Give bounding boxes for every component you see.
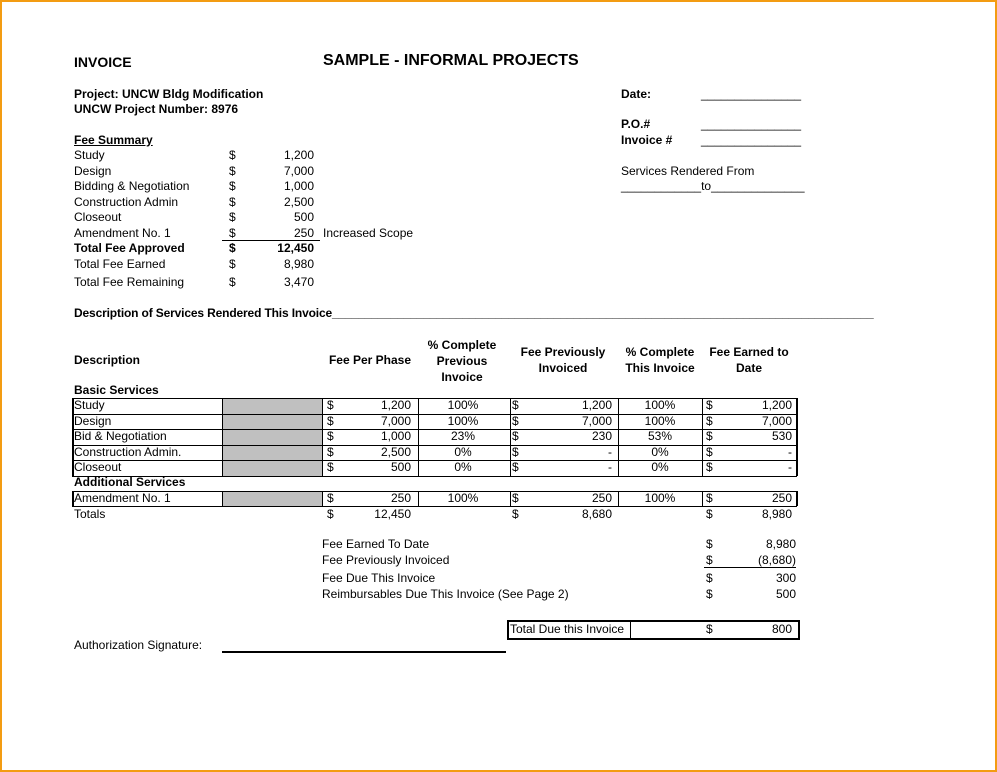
project-number-line: UNCW Project Number: 8976 [74,102,239,116]
fee-earned-value: - [788,460,792,474]
fee-summary-currency: $ [229,179,236,193]
summary-currency: $ [706,571,713,585]
summary-currency: $ [706,537,713,551]
col-line [222,491,223,507]
total-due-amount: 800 [771,622,792,636]
totals-fee: 12,450 [374,507,411,521]
prev-currency: $ [512,398,519,412]
table-row-name: Design [74,413,112,428]
pct-prev-value: 23% [450,429,476,443]
date-label: Date: [621,87,652,101]
fee-summary-currency: $ [229,195,236,209]
fee-summary-label: Amendment No. 1 [74,226,171,240]
totals-fee-currency: $ [327,507,334,521]
table-row-name: Construction Admin. [74,444,182,459]
fee-currency: $ [327,444,334,459]
invoice-label: INVOICE [74,54,132,70]
fee-prev-value: 230 [591,429,612,443]
totals-earned: 8,980 [761,507,792,521]
summary-underline [704,567,796,568]
basic-services-heading: Basic Services [74,383,159,397]
prev-currency: $ [512,429,519,443]
summary-amount: 300 [775,571,796,585]
total-fee-remaining-currency: $ [229,275,236,289]
earned-currency: $ [706,413,713,428]
header-fee-earned-to-date: Fee Earned to Date [709,345,789,375]
fee-summary-currency: $ [229,226,236,240]
fee-summary-label: Closeout [74,210,122,224]
summary-currency: $ [706,553,713,567]
fee-currency: $ [327,398,334,412]
col-line [322,491,323,507]
fee-earned-value: 250 [771,490,792,505]
totals-prev: 8,680 [581,507,612,521]
pct-prev-value: 0% [454,460,472,474]
authorization-label: Authorization Signature: [74,638,203,652]
table-row-name: Study [74,398,105,412]
fee-earned-value: 1,200 [761,398,792,412]
total-fee-earned-amount: 8,980 [283,257,314,271]
pct-this-value: 53% [647,429,673,443]
summary-label: Fee Earned To Date [322,537,430,551]
pct-this-value: 0% [651,444,669,459]
total-fee-approved-label: Total Fee Approved [74,241,185,255]
fee-summary-heading: Fee Summary [74,133,153,147]
total-due-currency: $ [706,622,713,636]
fee-summary-currency: $ [229,164,236,178]
total-fee-approved-amount: 12,450 [277,241,314,255]
fee-prev-value: 250 [591,490,612,505]
prev-currency: $ [512,460,519,474]
prev-currency: $ [512,413,519,428]
fee-summary-label: Construction Admin [74,195,179,209]
fee-per-phase-value: 1,000 [380,429,411,443]
summary-currency: $ [706,587,713,601]
additional-services-heading: Additional Services [74,475,186,489]
pct-this-value: 0% [651,460,669,474]
project-line: Project: UNCW Bldg Modification [74,87,264,101]
table-row-name: Amendment No. 1 [74,490,171,505]
fee-currency: $ [327,460,334,474]
description-of-services-line[interactable]: Description of Services Rendered This Invoice___________________________________________________________________________________ [74,306,874,320]
earned-currency: $ [706,444,713,459]
fee-earned-value: 7,000 [761,413,792,428]
fee-prev-value: 7,000 [581,413,612,428]
pct-prev-value: 100% [447,413,479,428]
fee-summary-label: Study [74,148,105,162]
prev-currency: $ [512,490,519,505]
total-fee-earned-label: Total Fee Earned [74,257,166,271]
pct-prev-value: 0% [454,444,472,459]
pct-prev-value: 100% [447,490,479,505]
fee-per-phase-value: 7,000 [380,413,411,428]
earned-currency: $ [706,398,713,412]
col-line [510,491,511,507]
totals-prev-currency: $ [512,507,519,521]
fee-prev-value: 1,200 [581,398,612,412]
header-pct-complete-this: % Complete This Invoice [625,345,695,375]
summary-amount: (8,680) [757,553,796,567]
col-line [322,398,323,476]
header-description: Description [74,353,141,367]
services-range[interactable]: ____________to______________ [621,179,805,193]
col-line [222,398,223,476]
col-line [702,491,703,507]
earned-currency: $ [706,429,713,443]
shaded-cell [223,461,322,476]
fee-summary-amount: 2,500 [283,195,314,209]
po-label: P.O.# [621,117,651,131]
col-line [796,398,798,476]
fee-summary-amount: 1,000 [283,179,314,193]
page-title: SAMPLE - INFORMAL PROJECTS [323,52,579,69]
fee-summary-currency: $ [229,210,236,224]
po-blank[interactable]: _______________ [701,117,802,131]
earned-currency: $ [706,490,713,505]
summary-label: Fee Previously Invoiced [322,553,450,567]
pct-this-value: 100% [644,413,676,428]
totals-label: Totals [74,507,106,521]
summary-amount: 500 [775,587,796,601]
shaded-cell [223,430,322,445]
shaded-cell [223,446,322,461]
col-line [510,398,511,476]
total-fee-remaining-amount: 3,470 [283,275,314,289]
header-pct-complete-previous: % Complete Previous Invoice [427,338,497,384]
services-from-label: Services Rendered From [621,164,755,178]
fee-summary-amount: 250 [293,226,314,240]
date-blank[interactable]: _______________ [701,87,802,101]
total-fee-approved-currency: $ [229,241,236,255]
col-line [702,398,703,476]
col-line [796,491,798,507]
fee-summary-label: Design [74,164,112,178]
fee-currency: $ [327,429,334,443]
fee-summary-amount: 500 [293,210,314,224]
invoice-number-blank[interactable]: _______________ [701,133,802,147]
prev-currency: $ [512,444,519,459]
fee-summary-label: Bidding & Negotiation [74,179,190,193]
invoice-number-label: Invoice # [621,133,673,147]
fee-earned-value: - [788,444,792,459]
pct-this-value: 100% [644,490,676,505]
fee-prev-value: - [608,444,612,459]
fee-per-phase-value: 500 [390,460,411,474]
header-fee-previously-invoiced: Fee Previously Invoiced [520,345,606,375]
table-row-name: Closeout [74,460,122,474]
table-row-name: Bid & Negotiation [74,429,167,443]
fee-currency: $ [327,490,334,505]
fee-per-phase-value: 1,200 [380,398,411,412]
totals-earned-currency: $ [706,507,713,521]
row-line [72,476,797,477]
pct-this-value: 100% [644,398,676,412]
fee-currency: $ [327,413,334,428]
shaded-cell [223,492,322,507]
shaded-cell [223,415,322,430]
fee-prev-value: - [608,460,612,474]
total-fee-remaining-label: Total Fee Remaining [74,275,185,289]
summary-amount: 8,980 [765,537,796,551]
fee-summary-note: Increased Scope [323,226,414,240]
fee-per-phase-value: 2,500 [380,444,411,459]
total-due-box [507,620,800,640]
summary-label: Reimbursables Due This Invoice (See Page 2) [322,587,569,601]
total-fee-earned-currency: $ [229,257,236,271]
fee-per-phase-value: 250 [390,490,411,505]
header-fee-per-phase: Fee Per Phase [328,353,412,367]
summary-label: Fee Due This Invoice [322,571,436,585]
earned-currency: $ [706,460,713,474]
signature-line[interactable] [222,651,506,653]
pct-prev-value: 100% [447,398,479,412]
total-due-label: Total Due this Invoice [510,622,625,636]
shaded-cell [223,399,322,414]
row-line [72,506,797,507]
fee-summary-amount: 1,200 [283,148,314,162]
fee-summary-currency: $ [229,148,236,162]
fee-summary-amount: 7,000 [283,164,314,178]
fee-earned-value: 530 [771,429,792,443]
